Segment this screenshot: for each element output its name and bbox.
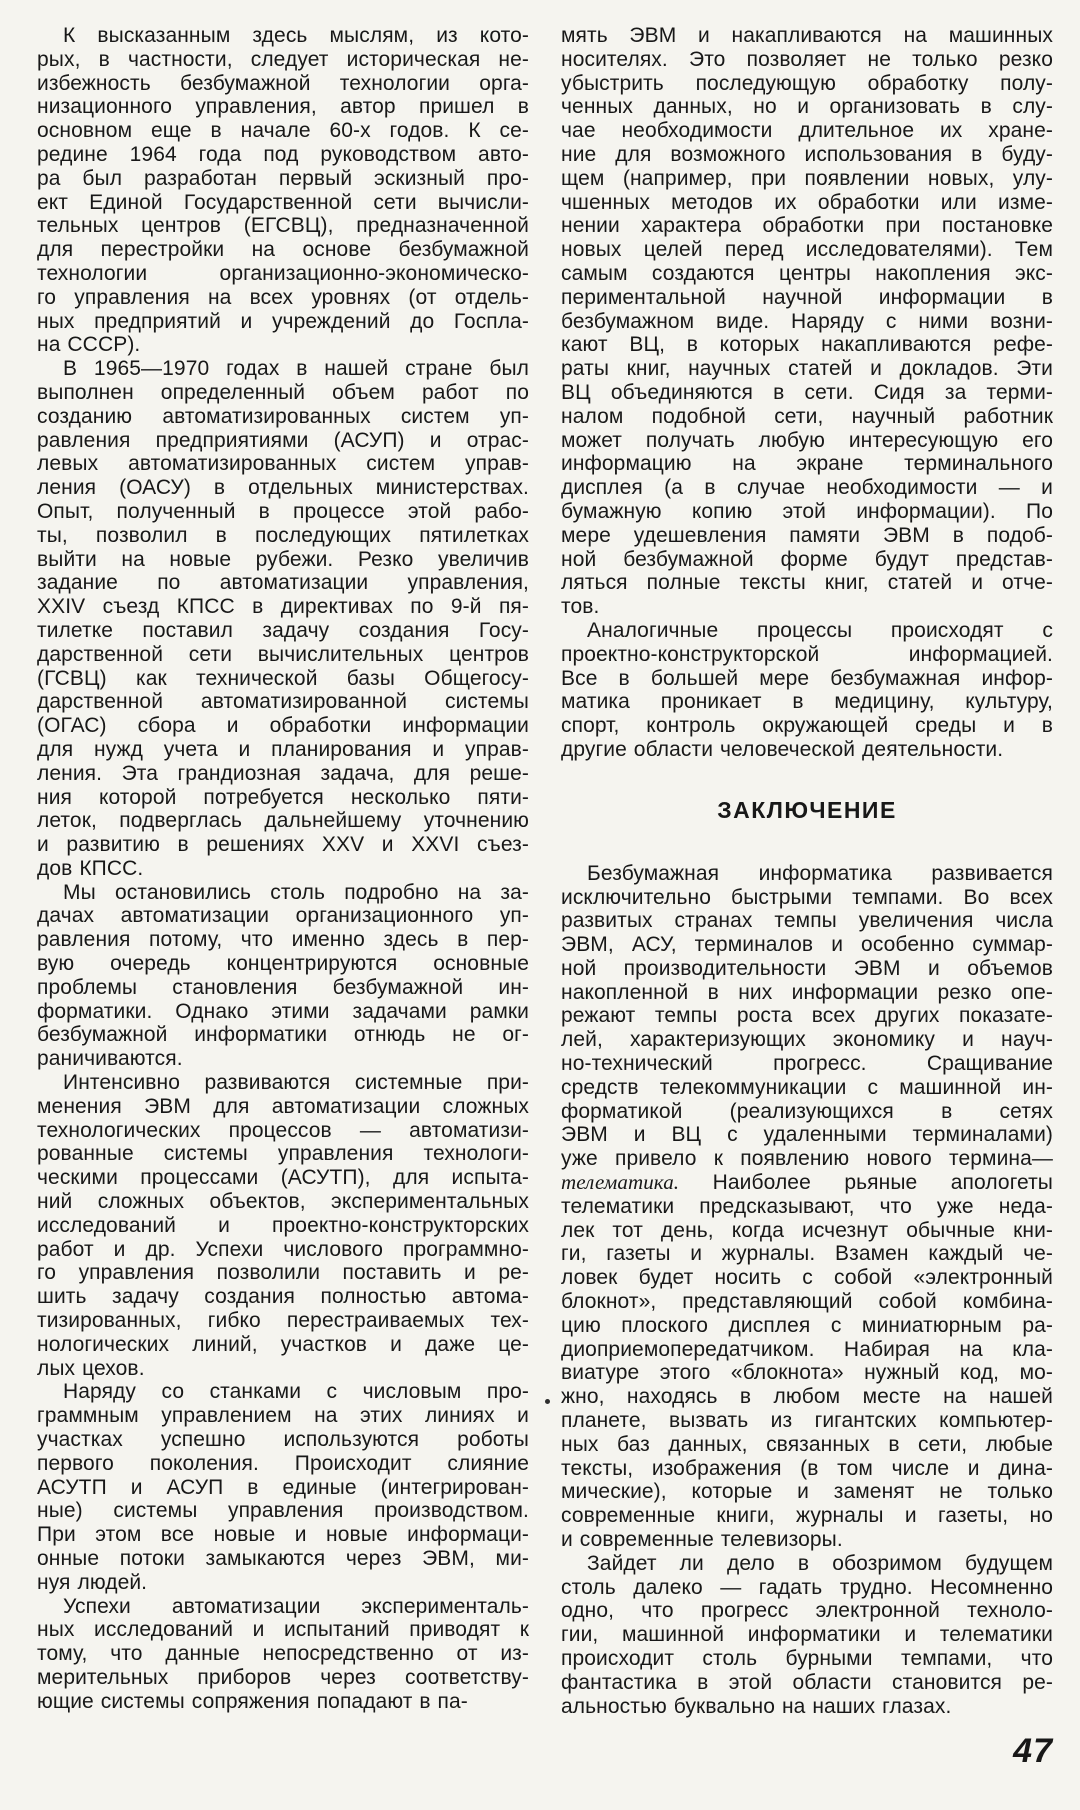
text-line: мере удешевления памяти ЭВМ в подоб- [561, 523, 1053, 547]
text-line: ческими процессами (АСУТП), для испыта- [37, 1166, 529, 1190]
text-line: ект Единой Государственной сети вычисли- [37, 190, 529, 214]
text-line: информацию на экране терминального [561, 452, 1053, 476]
text-line: и современные телевизоры. [561, 1528, 843, 1552]
text-line: Все в большей мере безбумажная инфор- [561, 666, 1053, 690]
text-line: диоприемопередатчиком. Набирая на кла- [561, 1337, 1053, 1361]
text-line: созданию автоматизированных систем уп- [37, 404, 529, 428]
text-line: лей, характеризующих экономику и науч- [561, 1028, 1053, 1052]
text-line: ги, газеты и журналы. Взамен каждый че- [561, 1242, 1053, 1266]
paragraph [37, 1380, 529, 1594]
text-line: щем (например, при появлении новых, улу- [561, 166, 1053, 190]
text-line: Интенсивно развиваются системные при- [63, 1071, 529, 1095]
text-line: избежность безбумажной технологии орга- [37, 71, 529, 95]
text-line: и развитию в решениях XXV и XXVI съез- [37, 833, 529, 857]
text-line: нологических линий, участков и даже це- [37, 1332, 529, 1356]
text-line: (ГСВЦ) как технической базы Общегосу- [37, 666, 529, 690]
text-line: фантастика в этой области становится ре- [561, 1670, 1053, 1694]
text-line: Безбумажная информатика развивается [587, 861, 1053, 885]
text-line: XXIV съезд КПСС в директивах по 9-й пя- [37, 595, 529, 619]
text-line: участках успешно используются роботы [37, 1428, 529, 1452]
text-line: для перестройки на основе безбумажной [37, 238, 529, 262]
text-line: планете, вызвать из гигантских компьютер- [561, 1409, 1053, 1433]
text-line: мять ЭВМ и накапливаются на машинных [561, 24, 1053, 47]
text-line: гии, машинной информатики и телематики [561, 1623, 1053, 1647]
text-line: выполнен определенный объем работ по [37, 380, 529, 404]
text-line: налом подобной сети, научный работник [561, 404, 1053, 428]
text-line: бумажную копию этой информации). По [561, 499, 1053, 523]
text-line: раничиваются. [37, 1047, 183, 1071]
text-line: ных баз данных, связанных в сети, любые [561, 1432, 1053, 1456]
text-line: ления (ОАСУ) в отдельных министерствах. [37, 476, 529, 500]
text-line: тов. [561, 595, 600, 619]
text-line: равления предприятиями (АСУП) и отрас- [37, 428, 529, 452]
paragraph [37, 357, 529, 881]
text-line: одно, что прогресс электронной техноло- [561, 1599, 1053, 1623]
scan-artifact-dot [545, 1399, 550, 1404]
text-line: носителях. Это позволяет не только резко [561, 47, 1053, 71]
text-line: Успехи автоматизации эксперименталь- [63, 1594, 529, 1618]
text-line: тизированных, гибко перестраиваемых тех- [37, 1309, 529, 1333]
text-line: исследований и проектно-конструкторских [37, 1213, 529, 1237]
text-line: (ОГАС) сбора и обработки информации [37, 714, 529, 738]
text-line: развитых странах темпы увеличения числа [561, 909, 1053, 933]
text-line: Аналогичные процессы происходят с [587, 618, 1053, 642]
text-line: кают ВЦ, в которых накапливаются рефе- [561, 333, 1053, 357]
text-line: дисплея (а в случае необходимости — и [561, 476, 1053, 500]
text-line: граммным управлением на этих линиях и [37, 1404, 529, 1428]
text-column-left [37, 24, 529, 1714]
text-line: лых цехов. [37, 1356, 145, 1380]
text-line: технологических процессов — автоматизи- [37, 1118, 529, 1142]
text-line: онные потоки замыкаются через ЭВМ, ми- [37, 1547, 529, 1570]
text-line: ной производительности ЭВМ и объемов [561, 956, 1053, 980]
text-line: безбумажном виде. Наряду с ними возни- [561, 309, 1053, 333]
text-line: Опыт, полученный в процессе этой рабо- [37, 499, 529, 523]
text-line: рых, в частности, следует историческая не- [37, 47, 529, 71]
text-line: низационного управления, автор пришел в [37, 95, 529, 119]
text-line: жно, находясь в любом месте на нашей [561, 1385, 1053, 1409]
text-line: Зайдет ли дело в обозримом будущем [587, 1551, 1053, 1575]
text-line: дарственной сети вычислительных центров [37, 642, 529, 666]
text-line: задание по автоматизации управления, [37, 571, 529, 595]
text-line: ния которой потребуется несколько пяти- [37, 785, 529, 809]
text-line: современные книги, журналы и газеты, но [561, 1504, 1053, 1528]
text-line: вую очередь концентрируются основные [37, 952, 529, 976]
text-line: ные) системы управления производством. [37, 1499, 529, 1523]
paragraph [561, 619, 1053, 762]
text-line: Наряду со станками с числовым про- [63, 1380, 529, 1404]
paragraph [37, 24, 529, 357]
text-line: АСУТП и АСУП в единые (интегрирован- [37, 1475, 529, 1499]
text-line: первого поколения. Происходит слияние [37, 1451, 529, 1475]
text-line: проблемы становления безбумажной ин- [37, 975, 529, 999]
text-line: мерительных приборов через соответству- [37, 1665, 529, 1689]
text-line: левых автоматизированных систем управ- [37, 452, 529, 476]
paragraph [561, 24, 1053, 619]
text-line: нении характера обработки при постановке [561, 214, 1053, 238]
page-number: 47 [1013, 1732, 1053, 1770]
text-line: лек тот день, когда исчезнут обычные кни- [561, 1218, 1053, 1242]
text-line: проектно-конструкторской информацией. [561, 642, 1053, 666]
text-line: цию плоского дисплея с миниатюрным ра- [561, 1313, 1053, 1337]
text-line: ных предприятий и учреждений до Госпла- [37, 309, 529, 333]
text-line: альностью буквально на наших глазах. [561, 1694, 952, 1718]
text-line: менения ЭВМ для автоматизации сложных [37, 1094, 529, 1118]
text-line: ления. Эта грандиозная задача, для реше- [37, 761, 529, 785]
section-heading: ЗАКЛЮЧЕНИЕ [717, 796, 897, 823]
text-line: нуя людей. [37, 1570, 148, 1594]
text-line: го управления на всех уровнях (от отдель- [37, 285, 529, 309]
text-line: самым создаются центры накопления экс- [561, 261, 1053, 285]
text-line: средств телекоммуникации с машинной ин- [561, 1075, 1053, 1099]
text-line: исключительно быстрыми темпами. Во всех [561, 885, 1053, 909]
text-line: рованные системы управления технологи- [37, 1142, 529, 1166]
text-line: ющие системы сопряжения попадают в па- [37, 1689, 468, 1713]
text-line: ной безбумажной форме будут представ- [561, 547, 1053, 571]
text-line: леток, подверглась дальнейшему уточнению [37, 809, 529, 833]
paragraph [37, 881, 529, 1071]
text-line: тилетке поставил задачу создания Госу- [37, 618, 529, 642]
text-line: основном еще в начале 60-х годов. К се- [37, 119, 529, 143]
text-line: дарственной автоматизированной системы [37, 690, 529, 714]
text-line: ний сложных объектов, экспериментальных [37, 1190, 529, 1214]
text-line: но-технический прогресс. Сращивание [561, 1052, 1053, 1076]
text-line: ных исследований и испытаний приводят к [37, 1618, 529, 1642]
text-line: столь далеко — гадать трудно. Несомненно [561, 1575, 1053, 1599]
text-line: ляться полные тексты книг, статей и отче- [561, 571, 1053, 595]
text-line: ЭВМ и ВЦ с удаленными терминалами) [561, 1123, 1053, 1147]
text-line: ние для возможного использования в буду- [561, 142, 1053, 166]
text-line: чае необходимости длительное их хране- [561, 119, 1053, 143]
text-line: спорт, контроль окружающей среды и в [561, 714, 1053, 738]
text-line: форматики. Однако этими задачами рамки [37, 999, 529, 1023]
text-line: шить задачу создания полностью автома- [37, 1285, 529, 1309]
paragraph [37, 1595, 529, 1714]
text-line: режают темпы роста всех других показате- [561, 1004, 1053, 1028]
text-line: ченных данных, но и организовать в слу- [561, 95, 1053, 119]
text-line: тому, что данные непосредственно от из- [37, 1642, 529, 1666]
text-line: для нужд учета и планирования и управ- [37, 737, 529, 761]
text-line: ра был разработан первый эскизный про- [37, 166, 529, 190]
text-line: При этом все новые и новые информаци- [37, 1523, 529, 1547]
text-line: мические), которые и заменят не только [561, 1480, 1053, 1504]
text-line: безбумажной информатики отнюдь не ог- [37, 1023, 529, 1047]
text-line: работ и др. Успехи числового программно- [37, 1237, 529, 1261]
text-column-right [561, 24, 1053, 1718]
text-line: блокнот», представляющий собой комбина- [561, 1290, 1053, 1314]
text-line: телематики предсказывают, что уже неда- [561, 1194, 1053, 1218]
text-line: равления потому, что именно здесь в пер- [37, 928, 529, 952]
text-line: другие области человеческой деятельности. [561, 737, 1004, 761]
text-line: тельных центров (ЕГСВЦ), предназначенной [37, 214, 529, 238]
text-line: ЭВМ, АСУ, терминалов и особенно суммар- [561, 933, 1053, 957]
text-line: виатуре этого «блокнота» нужный код, мо- [561, 1361, 1053, 1385]
text-line: периментальной научной информации в [561, 285, 1053, 309]
text-line: ВЦ объединяются в сети. Сидя за терми- [561, 380, 1053, 404]
paragraph [37, 1071, 529, 1380]
text-line: К высказанным здесь мыслям, из кото- [63, 24, 529, 47]
text-line: ловек будет носить с собой «электронный [561, 1266, 1053, 1290]
text-line: накопленной в них информации резко опе- [561, 980, 1053, 1004]
text-line: технологии организационно-экономическо- [37, 261, 529, 285]
text-line: Мы остановились столь подробно на за- [63, 880, 529, 904]
text-line: убыстрить последующую обработку полу- [561, 71, 1053, 95]
text-line: новых целей перед исследователями). Тем [561, 238, 1053, 262]
text-line: раты книг, научных статей и докладов. Эти [561, 357, 1053, 381]
text-line: дачах автоматизации организационного уп- [37, 904, 529, 928]
text-line: выйти на новые рубежи. Резко увеличив [37, 547, 529, 571]
text-line: В 1965—1970 годах в нашей стране был [63, 357, 529, 381]
text-line: уже привело к появлению нового термина— [561, 1147, 1053, 1171]
paragraph [561, 862, 1053, 1552]
text-line: форматикой (реализующихся в сетях [561, 1099, 1053, 1123]
text-line: ты, позволил в последующих пятилетках [37, 523, 529, 547]
text-line: телематика. Наиболее рьяные апологеты [561, 1171, 1053, 1195]
text-line: го управления позволили поставить и ре- [37, 1261, 529, 1285]
text-line: происходит столь бурными темпами, что [561, 1647, 1053, 1670]
text-line: дов КПСС. [37, 856, 144, 880]
text-line: может получать любую интересующую его [561, 428, 1053, 452]
text-line: редине 1964 года под руководством авто- [37, 142, 529, 166]
text-line: чшенных методов их обработки или изме- [561, 190, 1053, 214]
text-line: матика проникает в медицину, культуру, [561, 690, 1053, 714]
paragraph [561, 1552, 1053, 1719]
text-line: на СССР). [37, 333, 141, 357]
text-line: тексты, изображения (в том числе и дина- [561, 1456, 1053, 1480]
